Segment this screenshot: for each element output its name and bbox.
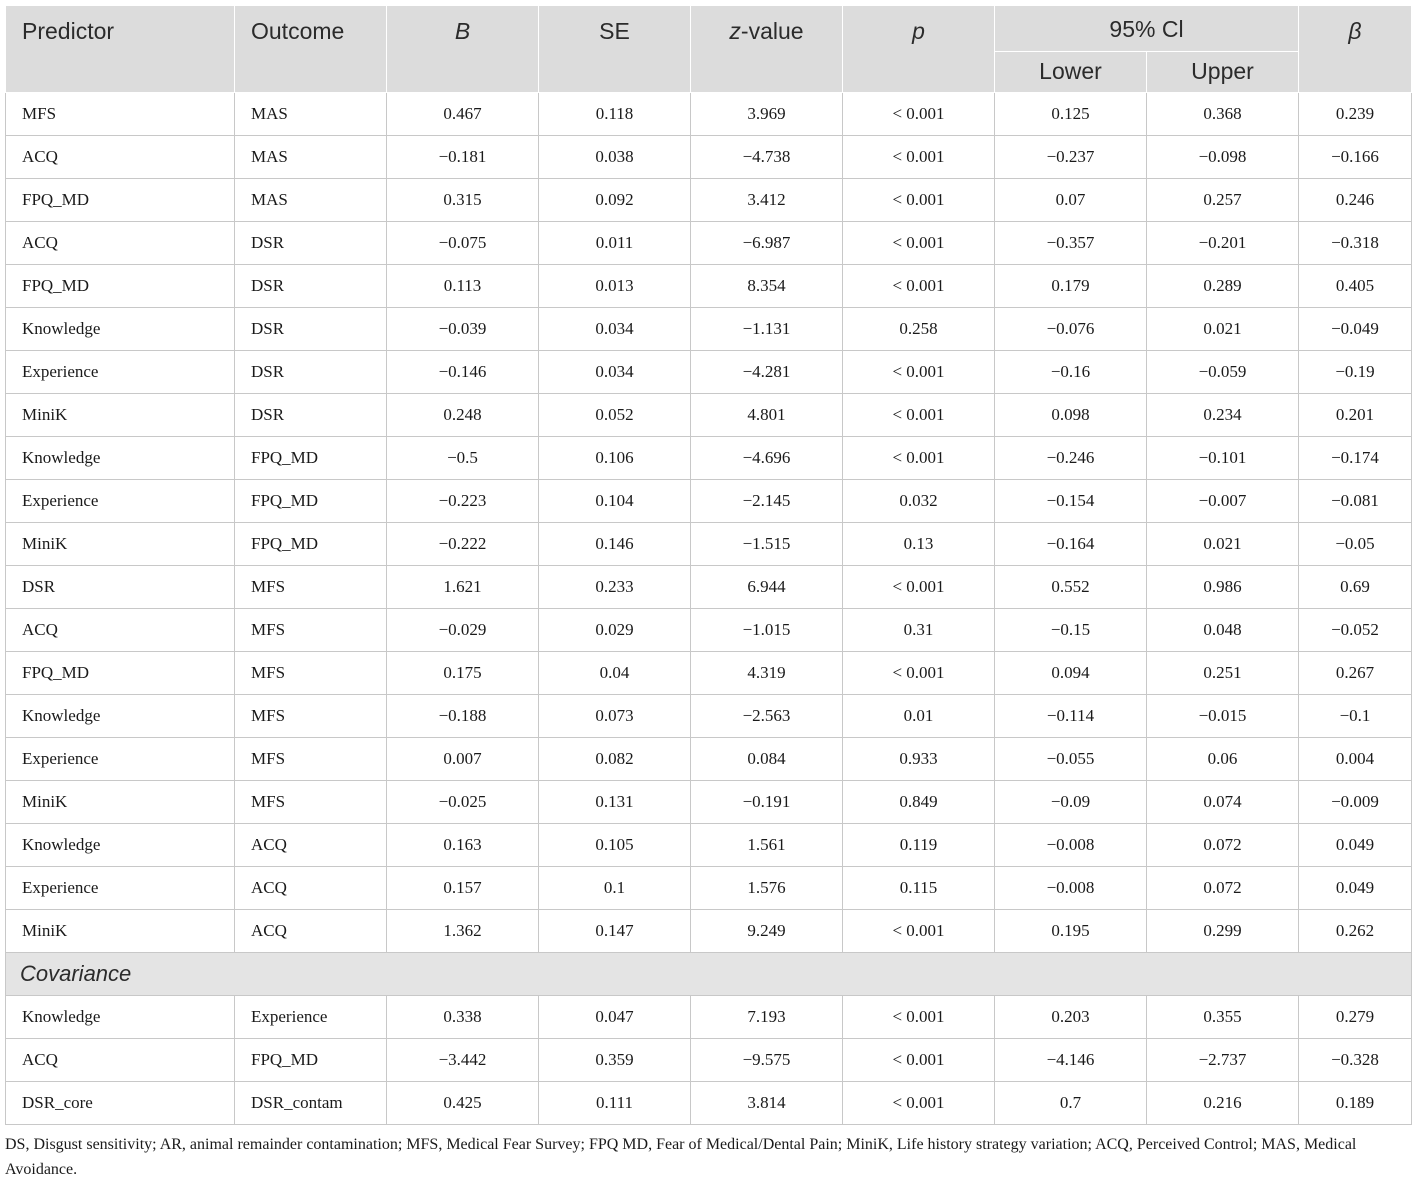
outcome-cell: MFS <box>235 738 387 781</box>
beta-cell: 0.049 <box>1299 867 1412 910</box>
table-row <box>6 996 1412 1039</box>
se-cell: 0.013 <box>539 265 691 308</box>
outcome-cell: MAS <box>235 179 387 222</box>
table-row <box>6 351 1412 394</box>
beta-cell: 0.201 <box>1299 394 1412 437</box>
table-row <box>6 609 1412 652</box>
outcome-cell: DSR <box>235 394 387 437</box>
predictor-cell: DSR <box>6 566 235 609</box>
header-ci: 95% Cl <box>995 6 1299 52</box>
z-cell: −1.015 <box>691 609 843 652</box>
outcome-cell: DSR <box>235 222 387 265</box>
outcome-cell: MFS <box>235 566 387 609</box>
b-cell: 0.175 <box>387 652 539 695</box>
predictor-cell: Knowledge <box>6 437 235 480</box>
header-b <box>387 6 539 93</box>
b-cell: −0.5 <box>387 437 539 480</box>
ci-lower-cell: 0.07 <box>995 179 1147 222</box>
table-row <box>6 394 1412 437</box>
table-row <box>6 523 1412 566</box>
ci-upper-cell: 0.072 <box>1147 867 1299 910</box>
covariance-body <box>6 996 1412 1125</box>
beta-cell: 0.049 <box>1299 824 1412 867</box>
b-cell: 1.362 <box>387 910 539 953</box>
table-row <box>6 781 1412 824</box>
p-cell: < 0.001 <box>843 351 995 394</box>
outcome-cell: ACQ <box>235 910 387 953</box>
predictor-cell: ACQ <box>6 1039 235 1082</box>
table-row <box>6 93 1412 136</box>
beta-cell: −0.19 <box>1299 351 1412 394</box>
predictor-cell: Experience <box>6 867 235 910</box>
z-cell: −9.575 <box>691 1039 843 1082</box>
ci-upper-cell: 0.986 <box>1147 566 1299 609</box>
table-row <box>6 652 1412 695</box>
ci-upper-cell: 0.216 <box>1147 1082 1299 1125</box>
se-cell: 0.073 <box>539 695 691 738</box>
beta-cell: −0.1 <box>1299 695 1412 738</box>
predictor-cell: Experience <box>6 480 235 523</box>
p-cell: < 0.001 <box>843 566 995 609</box>
ci-upper-cell: −0.201 <box>1147 222 1299 265</box>
z-cell: 4.319 <box>691 652 843 695</box>
ci-upper-cell: 0.074 <box>1147 781 1299 824</box>
b-cell: −3.442 <box>387 1039 539 1082</box>
ci-upper-cell: 0.021 <box>1147 308 1299 351</box>
ci-lower-cell: −0.008 <box>995 867 1147 910</box>
se-cell: 0.04 <box>539 652 691 695</box>
ci-upper-cell: 0.048 <box>1147 609 1299 652</box>
ci-upper-cell: 0.251 <box>1147 652 1299 695</box>
b-cell: −0.039 <box>387 308 539 351</box>
header-lower: Lower <box>995 51 1147 92</box>
z-cell: −4.696 <box>691 437 843 480</box>
z-cell: −2.563 <box>691 695 843 738</box>
ci-lower-cell: −4.146 <box>995 1039 1147 1082</box>
predictor-cell: ACQ <box>6 222 235 265</box>
ci-lower-cell: 0.094 <box>995 652 1147 695</box>
outcome-cell: DSR <box>235 351 387 394</box>
z-cell: −4.738 <box>691 136 843 179</box>
p-cell: 0.032 <box>843 480 995 523</box>
outcome-cell: MAS <box>235 136 387 179</box>
b-cell: 0.315 <box>387 179 539 222</box>
ci-lower-cell: −0.055 <box>995 738 1147 781</box>
beta-cell: 0.246 <box>1299 179 1412 222</box>
ci-upper-cell: 0.299 <box>1147 910 1299 953</box>
ci-lower-cell: 0.179 <box>995 265 1147 308</box>
outcome-cell: ACQ <box>235 867 387 910</box>
header-outcome: Outcome <box>235 6 387 93</box>
predictor-cell: Experience <box>6 738 235 781</box>
outcome-cell: MFS <box>235 652 387 695</box>
outcome-cell: FPQ_MD <box>235 1039 387 1082</box>
z-cell: −1.131 <box>691 308 843 351</box>
table-row <box>6 1039 1412 1082</box>
ci-upper-cell: 0.289 <box>1147 265 1299 308</box>
predictor-cell: ACQ <box>6 609 235 652</box>
beta-cell: −0.081 <box>1299 480 1412 523</box>
outcome-cell: MFS <box>235 695 387 738</box>
beta-cell: −0.052 <box>1299 609 1412 652</box>
beta-cell: −0.174 <box>1299 437 1412 480</box>
ci-lower-cell: 0.195 <box>995 910 1147 953</box>
outcome-cell: MFS <box>235 781 387 824</box>
table-row <box>6 910 1412 953</box>
outcome-cell: FPQ_MD <box>235 437 387 480</box>
p-cell: < 0.001 <box>843 1039 995 1082</box>
table-row <box>6 738 1412 781</box>
table-body <box>6 93 1412 953</box>
se-cell: 0.047 <box>539 996 691 1039</box>
ci-upper-cell: 0.072 <box>1147 824 1299 867</box>
p-cell: 0.13 <box>843 523 995 566</box>
predictor-cell: Knowledge <box>6 996 235 1039</box>
z-cell: 3.969 <box>691 93 843 136</box>
predictor-cell: FPQ_MD <box>6 652 235 695</box>
header-beta-text: β <box>1348 18 1362 44</box>
ci-upper-cell: −2.737 <box>1147 1039 1299 1082</box>
p-cell: 0.115 <box>843 867 995 910</box>
header-upper: Upper <box>1147 51 1299 92</box>
ci-lower-cell: −0.357 <box>995 222 1147 265</box>
p-cell: 0.31 <box>843 609 995 652</box>
b-cell: 0.338 <box>387 996 539 1039</box>
header-z-rest: -value <box>740 18 804 44</box>
b-cell: −0.181 <box>387 136 539 179</box>
ci-lower-cell: −0.16 <box>995 351 1147 394</box>
z-cell: −2.145 <box>691 480 843 523</box>
b-cell: 0.163 <box>387 824 539 867</box>
header-z-italic: z <box>729 18 741 44</box>
p-cell: < 0.001 <box>843 93 995 136</box>
p-cell: < 0.001 <box>843 222 995 265</box>
predictor-cell: ACQ <box>6 136 235 179</box>
outcome-cell: FPQ_MD <box>235 480 387 523</box>
p-cell: 0.933 <box>843 738 995 781</box>
se-cell: 0.011 <box>539 222 691 265</box>
outcome-cell: DSR <box>235 308 387 351</box>
predictor-cell: MiniK <box>6 523 235 566</box>
z-cell: 3.412 <box>691 179 843 222</box>
z-cell: 7.193 <box>691 996 843 1039</box>
se-cell: 0.147 <box>539 910 691 953</box>
b-cell: 0.425 <box>387 1082 539 1125</box>
se-cell: 0.092 <box>539 179 691 222</box>
header-predictor: Predictor <box>6 6 235 93</box>
ci-upper-cell: 0.234 <box>1147 394 1299 437</box>
regression-table <box>5 5 1412 1125</box>
b-cell: 0.248 <box>387 394 539 437</box>
b-cell: −0.029 <box>387 609 539 652</box>
p-cell: < 0.001 <box>843 1082 995 1125</box>
z-cell: 9.249 <box>691 910 843 953</box>
ci-lower-cell: −0.114 <box>995 695 1147 738</box>
predictor-cell: Knowledge <box>6 824 235 867</box>
p-cell: 0.258 <box>843 308 995 351</box>
beta-cell: 0.239 <box>1299 93 1412 136</box>
ci-upper-cell: −0.059 <box>1147 351 1299 394</box>
outcome-cell: MAS <box>235 93 387 136</box>
beta-cell: 0.267 <box>1299 652 1412 695</box>
table-row <box>6 480 1412 523</box>
header-z-value <box>691 6 843 93</box>
outcome-cell: DSR <box>235 265 387 308</box>
p-cell: < 0.001 <box>843 996 995 1039</box>
beta-cell: −0.166 <box>1299 136 1412 179</box>
b-cell: 0.007 <box>387 738 539 781</box>
z-cell: −1.515 <box>691 523 843 566</box>
table-row <box>6 1082 1412 1125</box>
p-cell: < 0.001 <box>843 394 995 437</box>
header-b-text: B <box>454 18 471 44</box>
se-cell: 0.034 <box>539 351 691 394</box>
ci-lower-cell: 0.552 <box>995 566 1147 609</box>
p-cell: < 0.001 <box>843 910 995 953</box>
p-cell: 0.119 <box>843 824 995 867</box>
b-cell: −0.223 <box>387 480 539 523</box>
p-cell: < 0.001 <box>843 179 995 222</box>
ci-lower-cell: −0.246 <box>995 437 1147 480</box>
z-cell: 1.576 <box>691 867 843 910</box>
z-cell: −0.191 <box>691 781 843 824</box>
b-cell: −0.222 <box>387 523 539 566</box>
table-row <box>6 308 1412 351</box>
header-beta <box>1299 6 1412 93</box>
ci-lower-cell: −0.15 <box>995 609 1147 652</box>
se-cell: 0.052 <box>539 394 691 437</box>
b-cell: −0.146 <box>387 351 539 394</box>
beta-cell: 0.279 <box>1299 996 1412 1039</box>
z-cell: 0.084 <box>691 738 843 781</box>
table-row <box>6 265 1412 308</box>
b-cell: −0.188 <box>387 695 539 738</box>
ci-lower-cell: 0.098 <box>995 394 1147 437</box>
ci-lower-cell: 0.125 <box>995 93 1147 136</box>
beta-cell: 0.405 <box>1299 265 1412 308</box>
ci-lower-cell: −0.154 <box>995 480 1147 523</box>
predictor-cell: Experience <box>6 351 235 394</box>
p-cell: 0.01 <box>843 695 995 738</box>
covariance-label: Covariance <box>6 953 1412 996</box>
ci-lower-cell: −0.164 <box>995 523 1147 566</box>
predictor-cell: MiniK <box>6 394 235 437</box>
table-row <box>6 566 1412 609</box>
se-cell: 0.118 <box>539 93 691 136</box>
ci-lower-cell: −0.008 <box>995 824 1147 867</box>
header-p-text: p <box>912 18 925 44</box>
ci-upper-cell: 0.355 <box>1147 996 1299 1039</box>
se-cell: 0.1 <box>539 867 691 910</box>
predictor-cell: MFS <box>6 93 235 136</box>
beta-cell: −0.009 <box>1299 781 1412 824</box>
z-cell: 6.944 <box>691 566 843 609</box>
b-cell: −0.075 <box>387 222 539 265</box>
se-cell: 0.038 <box>539 136 691 179</box>
predictor-cell: Knowledge <box>6 308 235 351</box>
table-row <box>6 695 1412 738</box>
z-cell: −4.281 <box>691 351 843 394</box>
beta-cell: −0.318 <box>1299 222 1412 265</box>
table-row <box>6 437 1412 480</box>
z-cell: 8.354 <box>691 265 843 308</box>
se-cell: 0.029 <box>539 609 691 652</box>
ci-lower-cell: 0.7 <box>995 1082 1147 1125</box>
ci-lower-cell: −0.09 <box>995 781 1147 824</box>
predictor-cell: MiniK <box>6 781 235 824</box>
ci-upper-cell: −0.015 <box>1147 695 1299 738</box>
se-cell: 0.082 <box>539 738 691 781</box>
se-cell: 0.131 <box>539 781 691 824</box>
covariance-header-row <box>6 953 1412 996</box>
beta-cell: 0.69 <box>1299 566 1412 609</box>
table-row <box>6 824 1412 867</box>
predictor-cell: FPQ_MD <box>6 265 235 308</box>
header-p <box>843 6 995 93</box>
ci-upper-cell: −0.101 <box>1147 437 1299 480</box>
b-cell: −0.025 <box>387 781 539 824</box>
table-row <box>6 179 1412 222</box>
beta-cell: −0.049 <box>1299 308 1412 351</box>
z-cell: 4.801 <box>691 394 843 437</box>
beta-cell: −0.05 <box>1299 523 1412 566</box>
covariance-section <box>6 953 1412 996</box>
table-row <box>6 867 1412 910</box>
se-cell: 0.111 <box>539 1082 691 1125</box>
se-cell: 0.146 <box>539 523 691 566</box>
z-cell: −6.987 <box>691 222 843 265</box>
predictor-cell: FPQ_MD <box>6 179 235 222</box>
ci-upper-cell: −0.007 <box>1147 480 1299 523</box>
outcome-cell: DSR_contam <box>235 1082 387 1125</box>
se-cell: 0.104 <box>539 480 691 523</box>
se-cell: 0.106 <box>539 437 691 480</box>
p-cell: < 0.001 <box>843 136 995 179</box>
ci-upper-cell: −0.098 <box>1147 136 1299 179</box>
se-cell: 0.359 <box>539 1039 691 1082</box>
ci-lower-cell: 0.203 <box>995 996 1147 1039</box>
beta-cell: 0.004 <box>1299 738 1412 781</box>
beta-cell: 0.189 <box>1299 1082 1412 1125</box>
p-cell: < 0.001 <box>843 265 995 308</box>
p-cell: < 0.001 <box>843 652 995 695</box>
header-se: SE <box>539 6 691 93</box>
se-cell: 0.233 <box>539 566 691 609</box>
table-header <box>6 6 1412 93</box>
se-cell: 0.034 <box>539 308 691 351</box>
ci-upper-cell: 0.021 <box>1147 523 1299 566</box>
table-row <box>6 136 1412 179</box>
outcome-cell: ACQ <box>235 824 387 867</box>
predictor-cell: DSR_core <box>6 1082 235 1125</box>
ci-lower-cell: −0.237 <box>995 136 1147 179</box>
z-cell: 3.814 <box>691 1082 843 1125</box>
z-cell: 1.561 <box>691 824 843 867</box>
b-cell: 0.113 <box>387 265 539 308</box>
p-cell: 0.849 <box>843 781 995 824</box>
ci-upper-cell: 0.257 <box>1147 179 1299 222</box>
table-row <box>6 222 1412 265</box>
ci-upper-cell: 0.06 <box>1147 738 1299 781</box>
outcome-cell: FPQ_MD <box>235 523 387 566</box>
b-cell: 0.467 <box>387 93 539 136</box>
se-cell: 0.105 <box>539 824 691 867</box>
ci-upper-cell: 0.368 <box>1147 93 1299 136</box>
outcome-cell: Experience <box>235 996 387 1039</box>
p-cell: < 0.001 <box>843 437 995 480</box>
outcome-cell: MFS <box>235 609 387 652</box>
ci-lower-cell: −0.076 <box>995 308 1147 351</box>
b-cell: 0.157 <box>387 867 539 910</box>
table-footnote: DS, Disgust sensitivity; AR, animal remainder contamination; MFS, Medical Fear Survey; FPQ MD, Fear of Medical/Dental Pain; MiniK, Life history strategy variation; ACQ, Perceived Control; MAS, Medical Avoidance. <box>5 1136 1357 1178</box>
beta-cell: 0.262 <box>1299 910 1412 953</box>
beta-cell: −0.328 <box>1299 1039 1412 1082</box>
b-cell: 1.621 <box>387 566 539 609</box>
predictor-cell: Knowledge <box>6 695 235 738</box>
predictor-cell: MiniK <box>6 910 235 953</box>
